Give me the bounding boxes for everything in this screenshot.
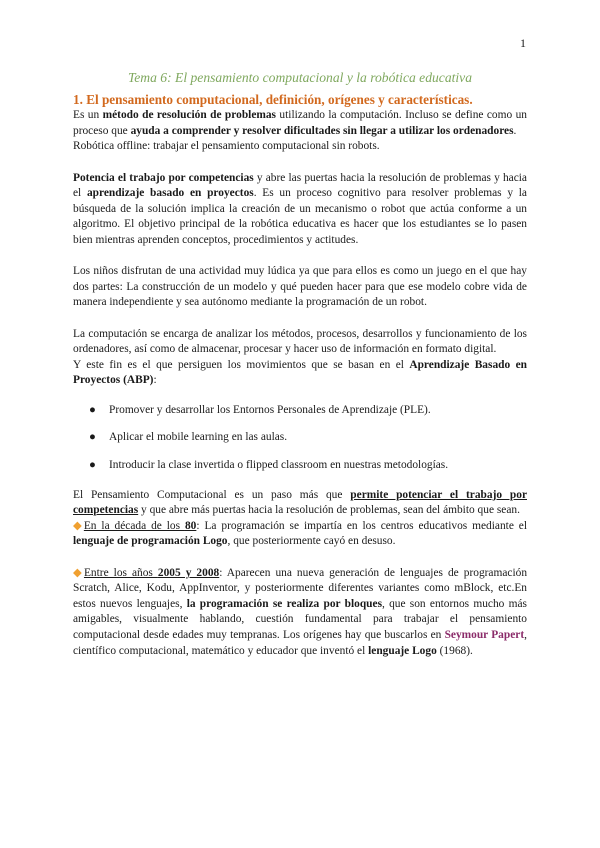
paragraph-offline-robotics: Robótica offline: trabajar el pensamiento computacional sin robots. — [73, 140, 380, 153]
paragraph-2005-2008: ◆Entre los años 2005 y 2008: Aparecen una nueva generación de lenguajes de programación Scratch, Alice, Kodu, AppInventor, y posteriormente diferentes variantes como mBlock, etc.En estos nuevos lenguajes, la programación se realiza por bloques, que son entornos mucho más amigables, visualmente hablando, cuestión fundamental para trabajar el pensamiento computacional desde edades muy tempranas. Los orígenes hay que buscarlos en Seymour Papert, científico computacional, matemático y educador que inventó el lenguaje Logo (1968). — [73, 566, 528, 657]
diamond-icon: ◆ — [73, 566, 84, 579]
paragraph-computation: La computación se encarga de analizar los métodos, procesos, desarrollos y funcionamiento de los ordenadores, así como de almacenar, procesar y hacer uso de información en formato digital. — [73, 327, 527, 356]
page-title: Tema 6: El pensamiento computacional y la robótica educativa — [127, 70, 473, 85]
paragraph-abp: Y este fin es el que persiguen los movimientos que se basan en el Aprendizaje Basado en Proyectos (ABP): — [73, 358, 527, 387]
paragraph-decade-80: ◆En la década de los 80: La programación se impartía en los centros educativos mediante el lenguaje de programación Logo, que posteriormente cayó en desuso. — [73, 519, 528, 548]
paragraph-children: Los niños disfrutan de una actividad muy lúdica ya que para ellos es como un juego en el que hay dos partes: La construcción de un modelo y qué pueden hacer para que ese modelo cobre vida de manera independiente y sea autónomo mediante la programación de un robot. — [73, 265, 527, 309]
person-name: Seymour Papert — [444, 629, 525, 641]
bullet-icon: ● — [89, 431, 96, 444]
bullet-icon: ● — [89, 403, 96, 416]
list-item: ● Aplicar el mobile learning en las aulas. — [73, 430, 527, 446]
page-number: 1 — [520, 36, 526, 50]
document-body — [73, 70, 527, 659]
bullet-icon: ● — [89, 459, 96, 472]
list-item: ● Promover y desarrollar los Entornos Personales de Aprendizaje (PLE). — [73, 403, 527, 419]
paragraph-competencies: Potencia el trabajo por competencias y abre las puertas hacia la resolución de problemas y hacia el aprendizaje basado en proyectos. Es un proceso cognitivo para resolver problemas y la búsqueda de la solución implica la creación de un mecanismo o robot que actúa conforme a un algoritmo. El objetivo principal de la robótica educativa es hacer que los estudiantes se lo pasen bien mientras aprenden conceptos, procedimientos y actitudes. — [73, 171, 527, 246]
diamond-icon: ◆ — [73, 519, 84, 532]
list-item: ● Introducir la clase invertida o flipped classroom en nuestras metodologías. — [73, 458, 527, 474]
section-heading: 1. El pensamiento computacional, definición, orígenes y características. — [73, 91, 473, 107]
paragraph-computational-thinking: El Pensamiento Computacional es un paso más que permite potenciar el trabajo por competencias y que abre más puertas hacia la resolución de problemas, sean del ámbito que sean. — [73, 488, 527, 517]
bullet-list — [73, 403, 527, 474]
paragraph-definition: Es un método de resolución de problemas utilizando la computación. Incluso se define como un proceso que ayuda a comprender y resolver dificultades sin llegar a utilizar los ordenadores. — [73, 109, 527, 137]
